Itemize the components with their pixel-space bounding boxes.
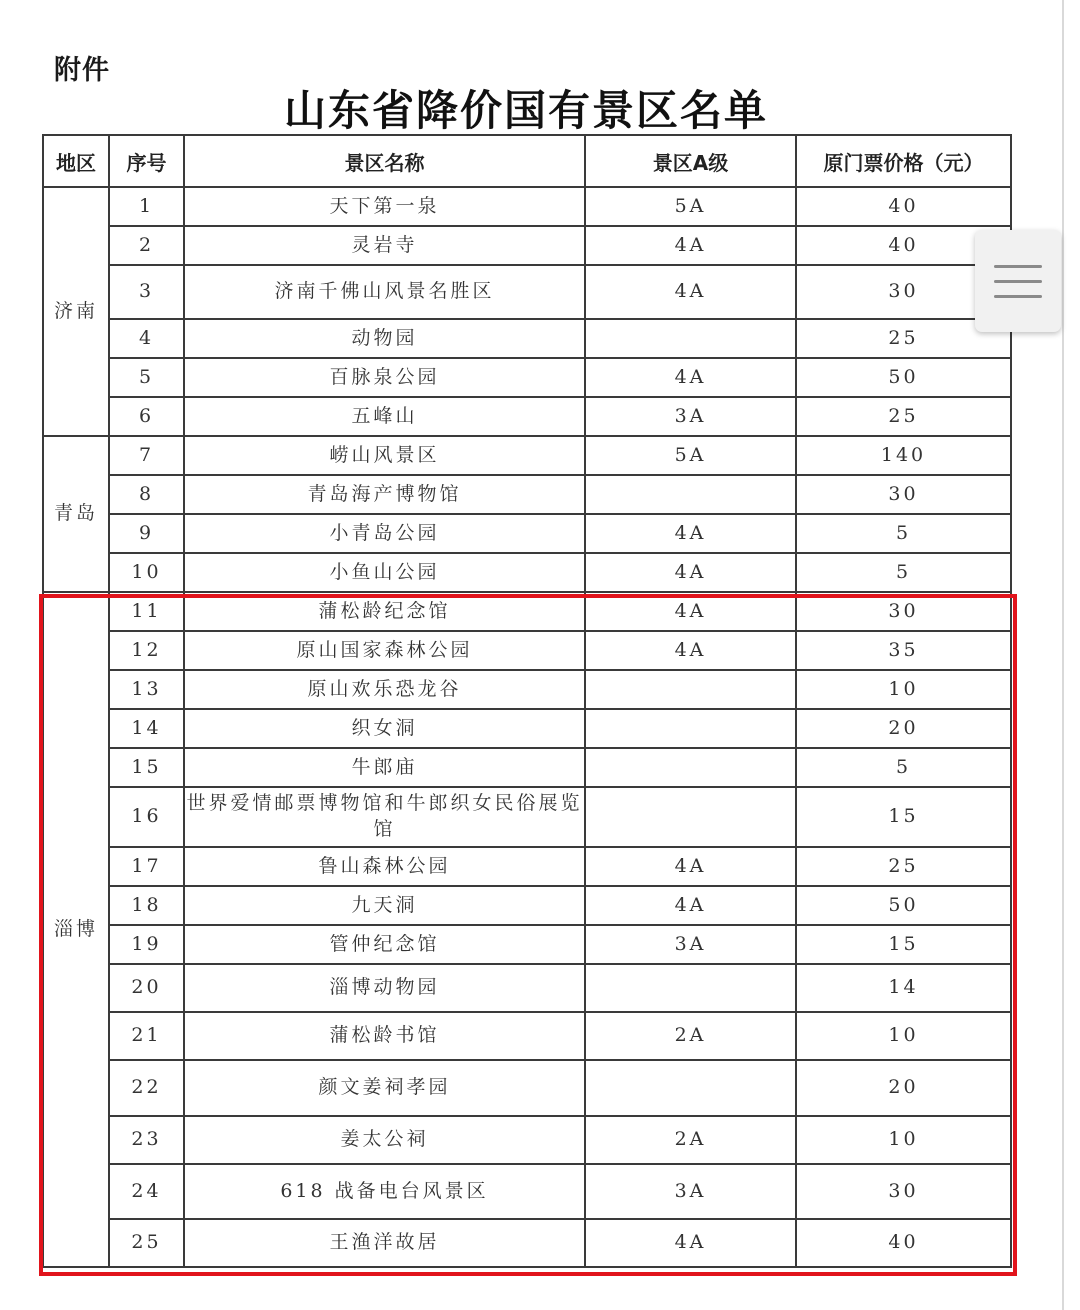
page-edge-divider [1062, 0, 1064, 1310]
name-cell: 灵岩寺 [184, 226, 585, 265]
price-cell: 5 [796, 748, 1011, 787]
table-body [43, 187, 1011, 1267]
price-cell: 35 [796, 631, 1011, 670]
grade-cell: 4A [585, 553, 796, 592]
name-cell: 王渔洋故居 [184, 1219, 585, 1267]
grade-cell: 4A [585, 631, 796, 670]
header-price: 原门票价格（元） [796, 135, 1011, 187]
price-cell: 15 [796, 925, 1011, 964]
name-cell: 九天洞 [184, 886, 585, 925]
index-cell: 6 [109, 397, 184, 436]
price-cell: 20 [796, 1060, 1011, 1116]
table-row [43, 925, 1011, 964]
header-region: 地区 [43, 135, 109, 187]
name-cell: 小青岛公园 [184, 514, 585, 553]
name-cell: 淄博动物园 [184, 964, 585, 1012]
table-row [43, 397, 1011, 436]
price-cell: 140 [796, 436, 1011, 475]
name-cell: 管仲纪念馆 [184, 925, 585, 964]
price-cell: 25 [796, 847, 1011, 886]
index-cell: 24 [109, 1164, 184, 1219]
price-cell: 30 [796, 475, 1011, 514]
name-cell: 姜太公祠 [184, 1116, 585, 1164]
index-cell: 15 [109, 748, 184, 787]
name-cell: 蒲松龄纪念馆 [184, 592, 585, 631]
price-cell: 14 [796, 964, 1011, 1012]
table-row [43, 1164, 1011, 1219]
grade-cell: 5A [585, 187, 796, 226]
grade-cell: 5A [585, 436, 796, 475]
grade-cell: 4A [585, 1219, 796, 1267]
name-cell: 百脉泉公园 [184, 358, 585, 397]
header-grade: 景区A级 [585, 135, 796, 187]
price-cell: 10 [796, 670, 1011, 709]
grade-cell: 4A [585, 847, 796, 886]
index-cell: 13 [109, 670, 184, 709]
name-cell: 济南千佛山风景名胜区 [184, 265, 585, 319]
price-cell: 15 [796, 787, 1011, 847]
name-cell: 618 战备电台风景区 [184, 1164, 585, 1219]
index-cell: 22 [109, 1060, 184, 1116]
index-cell: 14 [109, 709, 184, 748]
grade-cell: 4A [585, 592, 796, 631]
name-cell: 崂山风景区 [184, 436, 585, 475]
price-cell: 5 [796, 553, 1011, 592]
grade-cell [585, 670, 796, 709]
floating-menu-button[interactable] [975, 230, 1061, 332]
region-cell: 济南 [43, 187, 109, 436]
grade-cell [585, 964, 796, 1012]
table-row [43, 265, 1011, 319]
index-cell: 19 [109, 925, 184, 964]
price-cell: 50 [796, 358, 1011, 397]
grade-cell [585, 319, 796, 358]
index-cell: 18 [109, 886, 184, 925]
name-cell: 鲁山森林公园 [184, 847, 585, 886]
price-cell: 20 [796, 709, 1011, 748]
table-row [43, 592, 1011, 631]
price-cell: 40 [796, 1219, 1011, 1267]
region-cell: 青岛 [43, 436, 109, 592]
name-cell: 青岛海产博物馆 [184, 475, 585, 514]
table-row [43, 847, 1011, 886]
table-row [43, 1219, 1011, 1267]
name-cell: 牛郎庙 [184, 748, 585, 787]
menu-icon-bar [994, 280, 1042, 283]
name-cell: 颜文姜祠孝园 [184, 1060, 585, 1116]
grade-cell: 3A [585, 397, 796, 436]
table-row [43, 475, 1011, 514]
header-name: 景区名称 [184, 135, 585, 187]
grade-cell [585, 475, 796, 514]
menu-icon-bar [994, 295, 1042, 298]
index-cell: 3 [109, 265, 184, 319]
table-row [43, 670, 1011, 709]
table-row [43, 1012, 1011, 1060]
price-cell: 10 [796, 1116, 1011, 1164]
name-cell: 小鱼山公园 [184, 553, 585, 592]
name-cell: 蒲松龄书馆 [184, 1012, 585, 1060]
index-cell: 23 [109, 1116, 184, 1164]
header-index: 序号 [109, 135, 184, 187]
table-row [43, 748, 1011, 787]
index-cell: 16 [109, 787, 184, 847]
grade-cell: 3A [585, 925, 796, 964]
table-row [43, 709, 1011, 748]
grade-cell [585, 787, 796, 847]
price-cell: 30 [796, 592, 1011, 631]
table-row [43, 514, 1011, 553]
region-cell: 淄博 [43, 592, 109, 1267]
grade-cell: 4A [585, 265, 796, 319]
price-cell: 30 [796, 265, 1011, 319]
index-cell: 17 [109, 847, 184, 886]
index-cell: 1 [109, 187, 184, 226]
grade-cell: 3A [585, 1164, 796, 1219]
table-row [43, 226, 1011, 265]
name-cell: 世界爱情邮票博物馆和牛郎织女民俗展览馆 [184, 787, 585, 847]
price-cell: 30 [796, 1164, 1011, 1219]
table-row [43, 964, 1011, 1012]
table-row [43, 1060, 1011, 1116]
grade-cell: 2A [585, 1116, 796, 1164]
index-cell: 10 [109, 553, 184, 592]
price-cell: 50 [796, 886, 1011, 925]
grade-cell: 4A [585, 226, 796, 265]
price-cell: 25 [796, 397, 1011, 436]
price-cell: 40 [796, 187, 1011, 226]
price-cell: 5 [796, 514, 1011, 553]
name-cell: 天下第一泉 [184, 187, 585, 226]
table-row [43, 187, 1011, 226]
index-cell: 7 [109, 436, 184, 475]
table-row [43, 319, 1011, 358]
grade-cell [585, 1060, 796, 1116]
grade-cell [585, 748, 796, 787]
grade-cell [585, 709, 796, 748]
grade-cell: 4A [585, 358, 796, 397]
index-cell: 4 [109, 319, 184, 358]
menu-icon [994, 265, 1042, 268]
name-cell: 原山国家森林公园 [184, 631, 585, 670]
index-cell: 20 [109, 964, 184, 1012]
table-row [43, 1116, 1011, 1164]
attachment-label: 附件 [54, 55, 110, 86]
index-cell: 2 [109, 226, 184, 265]
table-row [43, 436, 1011, 475]
name-cell: 原山欢乐恐龙谷 [184, 670, 585, 709]
table-row [43, 886, 1011, 925]
table-row [43, 787, 1011, 847]
index-cell: 21 [109, 1012, 184, 1060]
document-title: 山东省降价国有景区名单 [283, 86, 768, 135]
index-cell: 5 [109, 358, 184, 397]
name-cell: 动物园 [184, 319, 585, 358]
grade-cell: 4A [585, 886, 796, 925]
table-row [43, 553, 1011, 592]
index-cell: 12 [109, 631, 184, 670]
name-cell: 五峰山 [184, 397, 585, 436]
table-row [43, 631, 1011, 670]
table-row [43, 358, 1011, 397]
grade-cell: 2A [585, 1012, 796, 1060]
grade-cell: 4A [585, 514, 796, 553]
index-cell: 25 [109, 1219, 184, 1267]
name-cell: 织女洞 [184, 709, 585, 748]
table-header-row [43, 135, 1011, 187]
price-cell: 40 [796, 226, 1011, 265]
price-cell: 25 [796, 319, 1011, 358]
index-cell: 11 [109, 592, 184, 631]
price-cell: 10 [796, 1012, 1011, 1060]
index-cell: 8 [109, 475, 184, 514]
scenic-area-table [42, 134, 1012, 1268]
index-cell: 9 [109, 514, 184, 553]
